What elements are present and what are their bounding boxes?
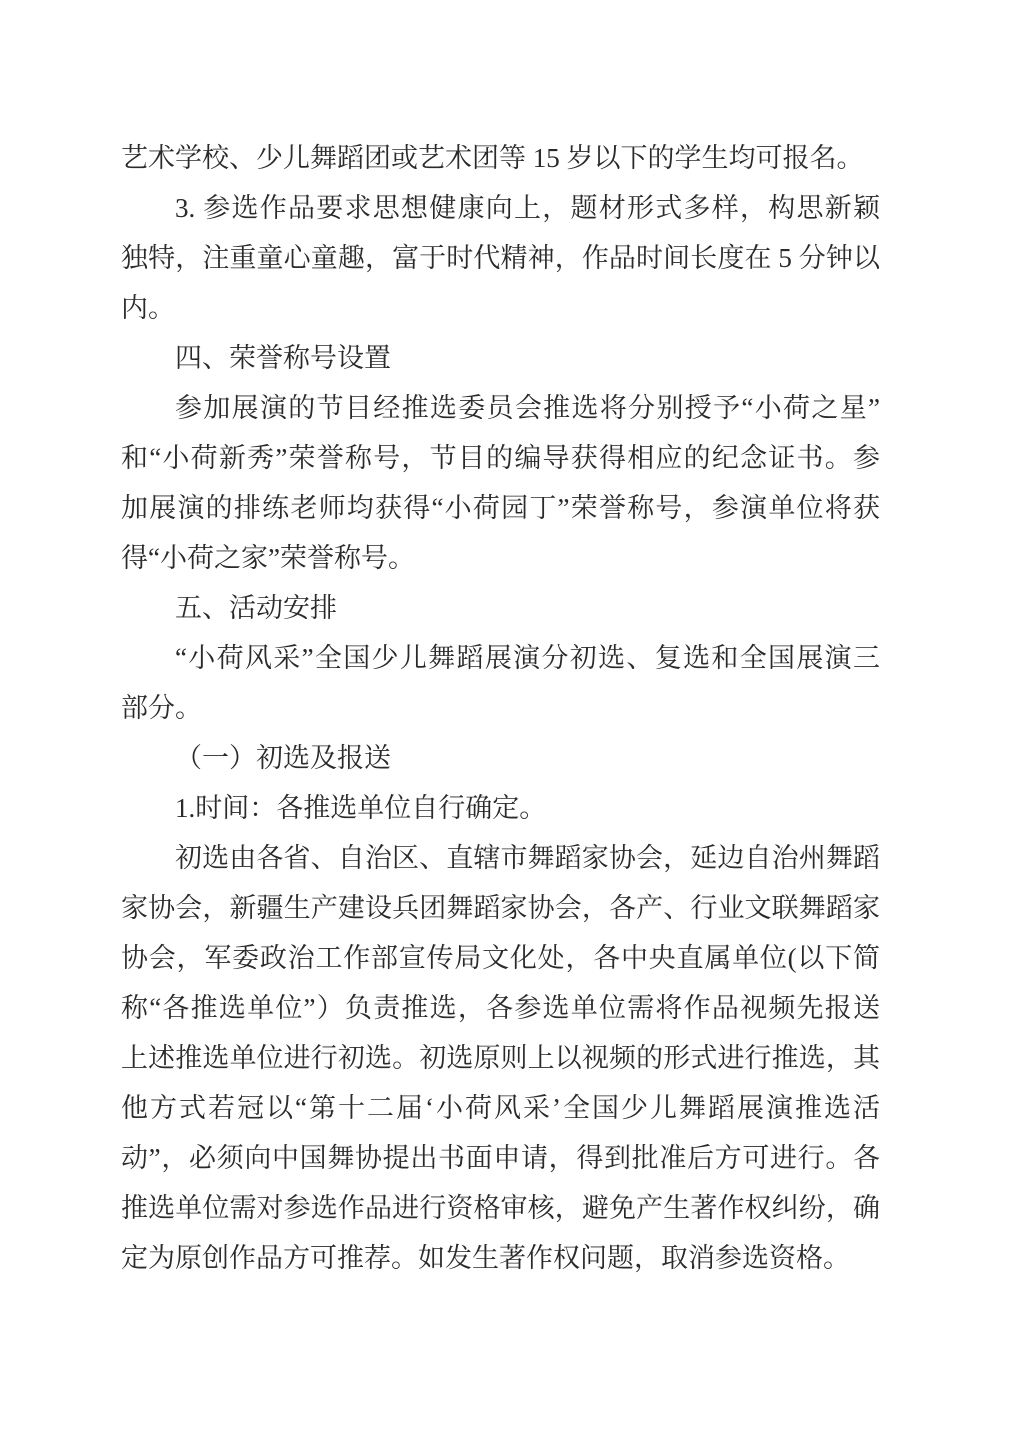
text-line: 内。 [121, 293, 175, 323]
text-line: 加展演的排练老师均获得“小荷园丁”荣誉称号，参演单位将获 [121, 493, 880, 523]
text-line: （一）初选及报送 [175, 743, 391, 773]
text-line: 推选单位需对参选作品进行资格审核，避免产生著作权纠纷，确 [121, 1193, 880, 1223]
text-line: 得“小荷之家”荣誉称号。 [121, 543, 415, 573]
text-line: 动”，必须向中国舞协提出书面申请，得到批准后方可进行。各 [121, 1143, 880, 1173]
text-line: 称“各推选单位”）负责推选，各参选单位需将作品视频先报送 [121, 993, 880, 1023]
text-line: 初选由各省、自治区、直辖市舞蹈家协会，延边自治州舞蹈 [175, 843, 880, 873]
text-line: 和“小荷新秀”荣誉称号，节目的编导获得相应的纪念证书。参 [121, 443, 880, 473]
text-line: 他方式若冠以“第十二届‘小荷风采’全国少儿舞蹈展演推选活 [121, 1093, 880, 1123]
text-line: 四、荣誉称号设置 [175, 343, 391, 373]
text-line: 独特，注重童心童趣，富于时代精神，作品时间长度在 5 分钟以 [121, 243, 880, 273]
text-line: 参加展演的节目经推选委员会推选将分别授予“小荷之星” [175, 393, 880, 423]
text-line: 家协会，新疆生产建设兵团舞蹈家协会，各产、行业文联舞蹈家 [121, 893, 880, 923]
text-line: 3. 参选作品要求思想健康向上，题材形式多样，构思新颖 [175, 193, 880, 223]
text-line: 部分。 [121, 693, 202, 723]
text-line: 五、活动安排 [175, 593, 337, 623]
text-line: 上述推选单位进行初选。初选原则上以视频的形式进行推选，其 [121, 1043, 880, 1073]
text-line: “小荷风采”全国少儿舞蹈展演分初选、复选和全国展演三 [175, 643, 880, 673]
text-line: 艺术学校、少儿舞蹈团或艺术团等 15 岁以下的学生均可报名。 [121, 143, 864, 173]
text-line: 协会，军委政治工作部宣传局文化处，各中央直属单位(以下简 [121, 943, 880, 973]
text-line: 1.时间：各推选单位自行确定。 [175, 793, 547, 823]
document-text-body [121, 133, 880, 1283]
text-line: 定为原创作品方可推荐。如发生著作权问题，取消参选资格。 [121, 1243, 850, 1273]
